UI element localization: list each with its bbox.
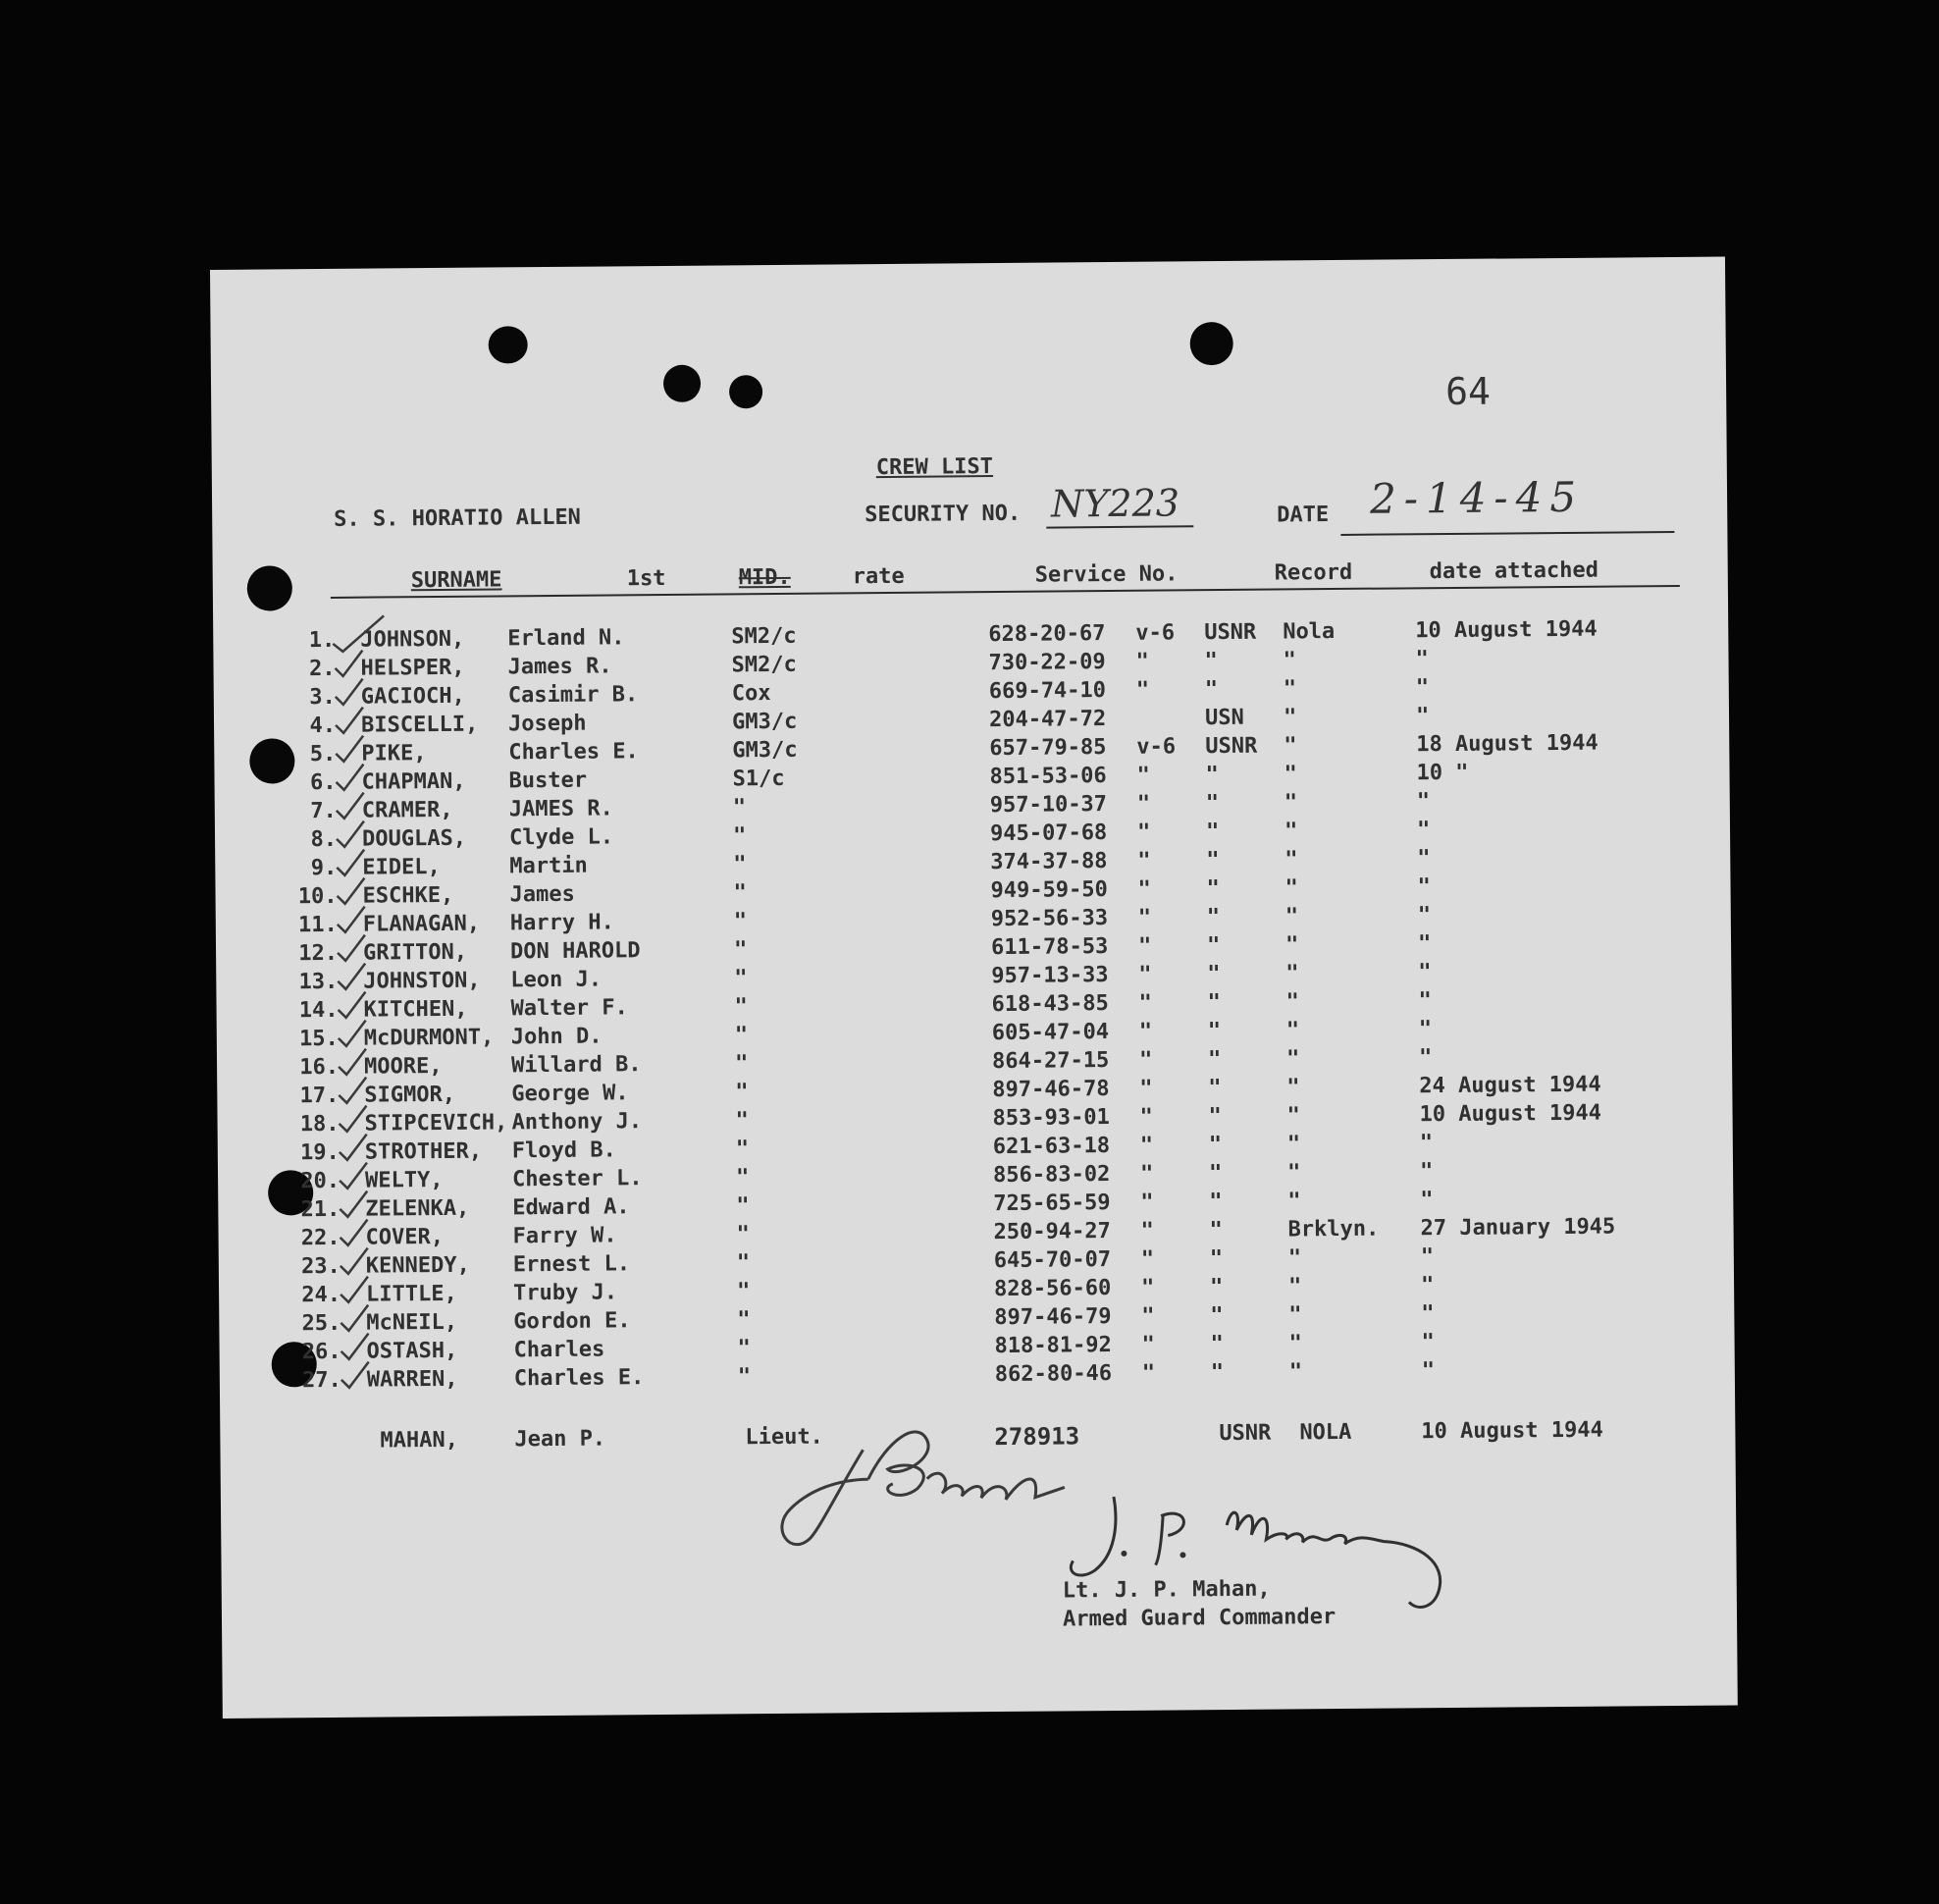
row-rate: ": [733, 937, 748, 963]
row-record: ": [1284, 733, 1297, 759]
row-cls: ": [1137, 905, 1152, 930]
security-value: NY223: [1050, 481, 1180, 526]
row-branch: ": [1209, 1190, 1223, 1215]
ship-name: S. S. HORATIO ALLEN: [334, 504, 581, 532]
row-cls: ": [1137, 876, 1151, 902]
row-record: ": [1283, 676, 1297, 702]
row-service: 657-79-85: [989, 735, 1107, 762]
row-surname: ZELENKA,: [365, 1195, 470, 1222]
row-date: ": [1417, 846, 1431, 872]
row-rate: ": [737, 1336, 751, 1361]
row-cls: ": [1137, 848, 1151, 873]
row-cls: ": [1136, 791, 1151, 817]
row-branch: ": [1207, 990, 1221, 1016]
row-record: ": [1287, 1189, 1301, 1214]
row-first: Gordon E.: [513, 1308, 631, 1335]
row-cls: ": [1138, 962, 1152, 987]
handwritten-signature-1: [769, 1408, 1084, 1559]
row-rate: ": [732, 795, 747, 820]
row-rate: ": [736, 1222, 750, 1247]
row-service: 204-47-72: [988, 707, 1107, 733]
officer-date: 10 August 1944: [1421, 1417, 1603, 1445]
signature-title: Armed Guard Commander: [1062, 1605, 1336, 1632]
row-num: 20.: [300, 1168, 341, 1194]
row-num: 17.: [299, 1083, 340, 1109]
row-surname: JOHNSON,: [360, 626, 465, 653]
row-rate: ": [734, 1023, 749, 1048]
row-cls: ": [1137, 933, 1152, 959]
row-surname: KENNEDY,: [365, 1252, 470, 1279]
officer-surname: MAHAN,: [380, 1427, 459, 1454]
row-surname: McDURMONT,: [363, 1025, 495, 1051]
row-date: ": [1417, 931, 1432, 957]
row-first: George W.: [511, 1081, 629, 1107]
row-branch: ": [1207, 962, 1221, 987]
row-record: ": [1285, 961, 1299, 986]
row-num: 15.: [298, 1026, 339, 1052]
row-num: 5.: [309, 741, 337, 767]
row-cls: ": [1139, 1076, 1153, 1101]
row-service: 856-83-02: [992, 1162, 1111, 1189]
row-record: ": [1283, 648, 1296, 673]
row-rate: ": [737, 1307, 751, 1333]
row-first: Ernest L.: [512, 1251, 631, 1278]
punch-hole: [1190, 322, 1233, 365]
row-service: 669-74-10: [988, 678, 1107, 705]
row-record: ": [1288, 1331, 1302, 1356]
row-first: Leon J.: [510, 967, 603, 993]
row-surname: SIGMOR,: [364, 1082, 456, 1108]
row-surname: PIKE,: [361, 741, 427, 767]
row-date: ": [1418, 960, 1432, 985]
date-label: DATE: [1277, 502, 1330, 528]
row-branch: ": [1206, 905, 1221, 930]
row-branch: ": [1205, 763, 1219, 788]
row-service: 818-81-92: [994, 1333, 1112, 1359]
row-date: 18 August 1944: [1416, 730, 1598, 758]
row-rate: ": [733, 909, 748, 934]
row-surname: WARREN,: [366, 1366, 458, 1393]
row-num: 2.: [308, 656, 336, 682]
row-num: 21.: [300, 1196, 341, 1223]
row-surname: DOUGLAS,: [361, 825, 467, 852]
row-service: 250-94-27: [993, 1219, 1111, 1245]
officer-service: 278913: [994, 1422, 1080, 1452]
row-record: ": [1285, 989, 1299, 1015]
row-service: 853-93-01: [992, 1105, 1110, 1132]
row-surname: WELTY,: [364, 1167, 444, 1193]
row-rate: ": [734, 966, 748, 991]
row-num: 24.: [301, 1282, 341, 1308]
row-surname: CHAPMAN,: [361, 768, 466, 795]
row-service: 725-65-59: [993, 1190, 1111, 1217]
row-service: 645-70-07: [993, 1247, 1112, 1274]
row-num: 10.: [297, 883, 338, 910]
row-cls: ": [1140, 1190, 1154, 1215]
row-service: 952-56-33: [990, 906, 1109, 932]
row-date: ": [1417, 874, 1431, 900]
row-record: ": [1287, 1274, 1302, 1299]
row-first: DON HAROLD: [509, 938, 641, 965]
row-surname: EIDEL,: [362, 854, 441, 880]
row-date: ": [1420, 1244, 1435, 1270]
row-first: Buster: [508, 767, 588, 794]
row-record: ": [1286, 1103, 1300, 1129]
row-service: 897-46-79: [994, 1304, 1112, 1331]
row-rate: ": [735, 1165, 750, 1190]
row-service: 628-20-67: [988, 621, 1106, 648]
row-first: JAMES R.: [508, 796, 613, 822]
row-first: Martin: [509, 853, 588, 879]
row-surname: LITTLE,: [366, 1281, 457, 1307]
row-num: 6.: [309, 769, 337, 796]
row-num: 22.: [300, 1225, 341, 1251]
row-surname: HELSPER,: [360, 655, 465, 681]
signature-name: Lt. J. P. Mahan,: [1062, 1576, 1271, 1604]
row-record: ": [1285, 1046, 1300, 1072]
row-service: 864-27-15: [991, 1048, 1110, 1075]
row-record: ": [1285, 1018, 1300, 1043]
row-record: ": [1286, 1160, 1301, 1186]
row-rate: ": [734, 994, 748, 1020]
row-surname: MOORE,: [363, 1053, 443, 1080]
row-service: 957-10-37: [989, 792, 1108, 819]
row-branch: ": [1209, 1218, 1223, 1243]
row-rate: SM2/c: [731, 623, 797, 650]
row-date: ": [1421, 1330, 1435, 1355]
row-date: ": [1418, 1045, 1433, 1071]
row-first: Charles E.: [508, 739, 639, 766]
row-branch: USN: [1204, 705, 1244, 731]
row-rate: S1/c: [732, 766, 785, 792]
row-first: James: [509, 881, 575, 908]
punch-hole: [247, 565, 292, 610]
row-num: 27.: [302, 1367, 341, 1394]
page-title: CREW LIST: [875, 454, 994, 481]
header-rule: [331, 585, 1680, 599]
row-rate: ": [735, 1080, 749, 1105]
row-first: Truby J.: [513, 1280, 618, 1306]
row-cls: ": [1140, 1275, 1155, 1300]
row-service: 957-13-33: [991, 963, 1109, 989]
row-service: 862-80-46: [994, 1361, 1113, 1388]
row-service: 851-53-06: [989, 764, 1107, 790]
header-mid: MID.: [738, 564, 791, 591]
row-first: Erland N.: [507, 625, 625, 652]
row-date: ": [1418, 1017, 1433, 1042]
row-surname: BISCELLI,: [360, 712, 479, 738]
row-date: ": [1415, 675, 1430, 701]
row-date: ": [1415, 704, 1430, 729]
header-record: Record: [1274, 559, 1353, 586]
row-cls: ": [1140, 1218, 1154, 1243]
row-branch: ": [1210, 1360, 1225, 1386]
row-num: 3.: [309, 684, 336, 711]
row-first: Joseph: [507, 711, 587, 737]
row-record: ": [1284, 819, 1298, 844]
row-service: 618-43-85: [991, 991, 1109, 1018]
row-surname: GRITTON,: [362, 939, 468, 966]
crew-list-document: [210, 257, 1738, 1719]
row-service: 945-07-68: [989, 820, 1108, 847]
row-cls: ": [1138, 990, 1152, 1016]
row-cls: ": [1141, 1303, 1155, 1329]
row-cls: ": [1135, 677, 1150, 703]
row-service: 828-56-60: [993, 1276, 1112, 1302]
row-first: Edward A.: [512, 1194, 630, 1221]
row-rate: ": [734, 1051, 749, 1077]
row-num: 19.: [299, 1139, 340, 1166]
row-branch: ": [1209, 1275, 1224, 1300]
row-num: 8.: [310, 826, 338, 853]
row-branch: ": [1205, 791, 1220, 817]
row-branch: USNR: [1205, 733, 1258, 760]
header-first: 1st: [626, 565, 666, 592]
row-rate: GM3/c: [731, 709, 798, 735]
row-rate: ": [736, 1250, 751, 1276]
row-branch: ": [1208, 1161, 1223, 1187]
row-rate: ": [736, 1193, 750, 1219]
row-first: Charles: [513, 1337, 605, 1363]
row-date: 24 August 1944: [1419, 1072, 1601, 1099]
row-branch: ": [1206, 933, 1221, 959]
row-num: 23.: [301, 1253, 341, 1280]
row-surname: COVER,: [365, 1224, 445, 1250]
row-cls: v-6: [1136, 734, 1177, 760]
row-num: 9.: [310, 855, 338, 881]
row-date: ": [1419, 1159, 1434, 1185]
row-branch: ": [1208, 1076, 1222, 1101]
row-cls: ": [1138, 1047, 1153, 1073]
row-service: 949-59-50: [990, 877, 1108, 904]
row-record: ": [1284, 790, 1298, 816]
row-branch: ": [1206, 848, 1220, 873]
row-first: Floyd B.: [511, 1137, 616, 1164]
row-cls: v-6: [1135, 620, 1176, 646]
row-surname: McNEIL,: [366, 1309, 458, 1336]
row-surname: OSTASH,: [366, 1338, 458, 1364]
row-surname: GACIOCH,: [360, 683, 465, 710]
page-number: 64: [1444, 369, 1492, 414]
row-record: ": [1284, 904, 1299, 929]
row-date: ": [1421, 1358, 1436, 1384]
row-num: 4.: [309, 713, 337, 739]
punch-hole: [489, 326, 528, 363]
row-date: 10 August 1944: [1415, 616, 1598, 644]
row-service: 621-63-18: [992, 1134, 1111, 1160]
header-surname: SURNAME: [410, 567, 502, 594]
row-rate: GM3/c: [732, 737, 798, 764]
row-date: ": [1416, 818, 1431, 843]
header-rate: rate: [852, 563, 905, 590]
row-first: John D.: [510, 1024, 603, 1050]
row-record: Nola: [1283, 619, 1336, 645]
row-branch: ": [1208, 1133, 1223, 1158]
row-first: Farry W.: [512, 1223, 617, 1249]
officer-branch: USNR: [1219, 1420, 1272, 1447]
row-service: 611-78-53: [990, 934, 1109, 961]
row-date: 10 August 1944: [1419, 1100, 1602, 1128]
row-cls: ": [1139, 1133, 1154, 1158]
row-cls: ": [1141, 1360, 1156, 1386]
row-branch: ": [1209, 1246, 1224, 1272]
row-record: ": [1287, 1245, 1302, 1271]
row-num: 12.: [298, 940, 339, 967]
row-num: 18.: [299, 1111, 340, 1137]
officer-first: Jean P.: [514, 1426, 606, 1453]
row-record: Brklyn.: [1287, 1216, 1380, 1243]
row-surname: STIPCEVICH,: [364, 1110, 508, 1137]
row-rate: SM2/c: [731, 652, 797, 678]
row-branch: ": [1207, 1019, 1222, 1044]
row-cls: ": [1138, 1019, 1153, 1044]
row-record: ": [1288, 1302, 1302, 1328]
row-date: ": [1419, 1131, 1434, 1156]
row-date: ": [1418, 988, 1432, 1014]
row-cls: ": [1139, 1104, 1153, 1130]
row-branch: ": [1206, 876, 1220, 902]
row-surname: STROTHER,: [364, 1138, 483, 1165]
row-branch: ": [1204, 649, 1218, 674]
date-value: 2-14-45: [1369, 472, 1585, 523]
row-first: Anthony J.: [511, 1109, 643, 1136]
row-num: 11.: [297, 912, 338, 938]
punch-hole: [249, 738, 294, 783]
row-service: 374-37-88: [990, 849, 1108, 875]
header-service-no: Service No.: [1034, 561, 1179, 588]
date-underline: [1340, 531, 1674, 536]
row-surname: FLANAGAN,: [362, 911, 481, 937]
row-rate: ": [735, 1137, 750, 1162]
row-branch: ": [1205, 820, 1220, 845]
row-record: ": [1284, 932, 1299, 958]
row-date: ": [1416, 789, 1431, 815]
officer-rate: Lieut.: [745, 1424, 823, 1451]
row-branch: USNR: [1204, 619, 1257, 646]
row-service: 897-46-78: [992, 1077, 1110, 1103]
row-branch: ": [1208, 1104, 1222, 1130]
punch-hole: [663, 365, 701, 402]
row-rate: ": [737, 1364, 752, 1390]
row-surname: ESCHKE,: [362, 882, 454, 909]
row-date: ": [1421, 1301, 1435, 1327]
row-surname: CRAMER,: [361, 797, 453, 823]
row-first: Harry H.: [509, 910, 614, 936]
row-rate: ": [733, 852, 747, 877]
punch-hole: [729, 375, 762, 408]
row-service: 730-22-09: [988, 650, 1106, 676]
row-record: ": [1284, 875, 1298, 901]
row-cls: ": [1140, 1246, 1155, 1272]
row-num: 26.: [301, 1339, 341, 1365]
row-first: Casimir B.: [507, 682, 639, 709]
row-date: ": [1420, 1188, 1434, 1213]
row-num: 13.: [298, 969, 339, 995]
row-surname: KITCHEN,: [363, 996, 468, 1023]
row-date: ": [1415, 647, 1429, 672]
row-surname: JOHNSTON,: [363, 968, 481, 994]
row-num: 7.: [310, 798, 337, 824]
row-date: ": [1417, 903, 1432, 928]
row-branch: ": [1210, 1332, 1224, 1357]
row-branch: ": [1210, 1303, 1224, 1329]
row-cls: ": [1136, 820, 1151, 845]
row-date: 10 ": [1416, 760, 1469, 786]
row-first: Walter F.: [510, 995, 628, 1022]
row-record: ": [1286, 1075, 1300, 1100]
row-branch: ": [1207, 1047, 1222, 1073]
row-date: ": [1420, 1273, 1435, 1298]
row-service: 605-47-04: [991, 1020, 1110, 1046]
row-num: 14.: [298, 997, 339, 1024]
row-cls: ": [1136, 763, 1150, 788]
row-first: Willard B.: [510, 1052, 642, 1079]
row-num: 1.: [308, 627, 336, 654]
row-num: 16.: [299, 1054, 340, 1081]
row-num: 25.: [301, 1310, 341, 1337]
check-mark: [336, 1353, 394, 1394]
row-date: 27 January 1945: [1420, 1214, 1616, 1242]
row-cls: ": [1135, 649, 1149, 674]
officer-record: NOLA: [1299, 1419, 1352, 1446]
security-label: SECURITY NO.: [865, 501, 1022, 528]
row-cls: ": [1139, 1161, 1154, 1187]
row-record: ": [1284, 762, 1297, 787]
row-rate: ": [733, 880, 747, 906]
row-rate: ": [735, 1108, 749, 1134]
row-rate: ": [736, 1279, 751, 1304]
row-record: ": [1283, 705, 1297, 730]
security-underline: [1046, 525, 1193, 528]
row-record: ": [1286, 1132, 1301, 1157]
row-first: James R.: [507, 654, 612, 680]
row-first: Chester L.: [511, 1166, 643, 1192]
row-record: ": [1288, 1359, 1303, 1385]
row-record: ": [1284, 847, 1298, 873]
row-first: Charles E.: [513, 1365, 645, 1392]
row-cls: ": [1141, 1332, 1155, 1357]
row-rate: ": [732, 823, 747, 849]
header-date-attached: date attached: [1429, 557, 1599, 585]
row-rate: Cox: [731, 681, 771, 707]
row-branch: ": [1204, 677, 1219, 703]
row-first: Clyde L.: [508, 824, 614, 851]
